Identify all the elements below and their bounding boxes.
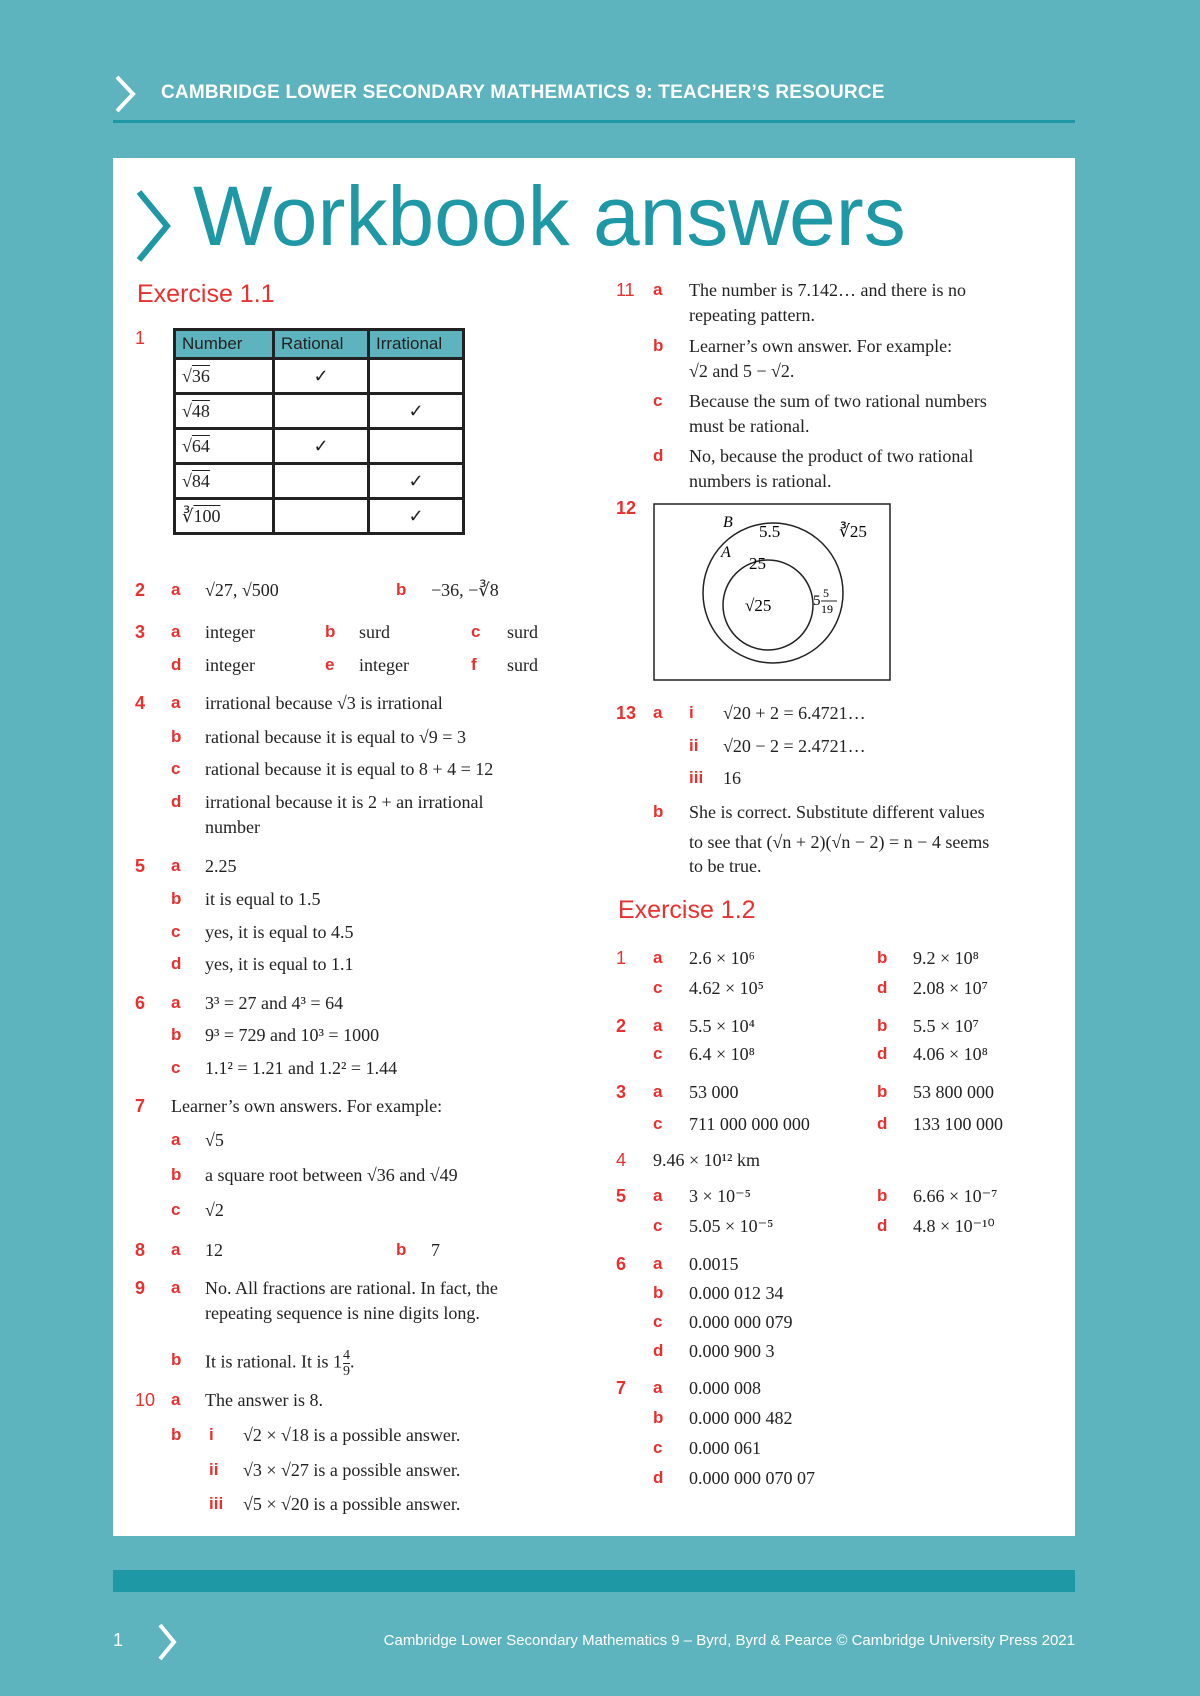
answer-text: √2 [205,1200,224,1220]
answer-text: integer [359,655,409,675]
part-label: a [653,948,663,967]
venn-value: 5.5 [759,522,781,541]
answer-text: 6.66 × 10⁻⁷ [913,1186,998,1206]
check-cell: ✓ [369,394,464,429]
answer-text: No. All fractions are rational. In fact, the [205,1278,498,1298]
answer-text: rational because it is equal to 8 + 4 = 12 [205,759,494,779]
subpart-label: i [689,703,694,722]
part-label: b [171,1425,182,1444]
answer-text: must be rational. [689,416,810,436]
question-number: 12 [616,498,637,518]
answer-text: 6.4 × 10⁸ [689,1044,755,1064]
question-number: 5 [616,1186,627,1206]
table-row [175,499,464,534]
answer-text: 711 000 000 000 [689,1114,810,1134]
part-label: b [325,622,336,641]
answer-text: yes, it is equal to 4.5 [205,922,354,942]
answer-text: repeating sequence is nine digits long. [205,1303,480,1323]
venn-value: ∛25 [839,522,867,541]
answer-text: yes, it is equal to 1.1 [205,954,354,974]
part-label: a [171,1278,181,1297]
part-label: a [171,580,181,599]
part-label: b [653,802,664,821]
answer-text: 3 × 10⁻⁵ [689,1186,751,1206]
answer-text: √20 − 2 = 2.4721… [723,736,866,756]
column-header: Rational [274,330,369,359]
page-number: 1 [113,1630,124,1650]
question-number: 7 [616,1378,627,1398]
answer-text: integer [205,622,255,642]
check-cell [369,429,464,464]
table-row [175,394,464,429]
answer-text: 4.8 × 10⁻¹⁰ [913,1216,995,1236]
subpart-label: iii [209,1494,224,1513]
answer-text: √20 + 2 = 6.4721… [723,703,866,723]
part-label: d [653,1341,664,1360]
venn-value: √25 [745,596,772,615]
answer-text: √27, √500 [205,580,279,600]
part-label: b [877,948,888,967]
footer-bar [113,1570,1075,1592]
answer-text: 12 [205,1240,223,1260]
answer-text: 2.25 [205,856,237,876]
answer-text: surd [507,655,538,675]
part-label: a [171,1130,181,1149]
answer-text: 5.5 × 10⁴ [689,1016,755,1036]
answer-text: to see that (√n + 2)(√n − 2) = n − 4 seems [689,832,990,852]
part-label: b [653,1408,664,1427]
answer-text: √2 and 5 − √2. [689,361,795,381]
part-label: b [171,1165,182,1184]
part-label: c [653,1216,663,1235]
part-label: b [653,336,664,355]
answer-text: 5.05 × 10⁻⁵ [689,1216,774,1236]
part-label: c [171,1200,181,1219]
part-label: b [396,580,407,599]
part-label: d [171,792,182,811]
part-label: b [171,727,182,746]
question-number: 11 [616,280,635,300]
check-cell [274,394,369,429]
answer-text: numbers is rational. [689,471,832,491]
venn-value: 25 [749,554,766,573]
question-number: 2 [616,1016,627,1036]
answer-text: It is rational. It is 1 $\frac{4}{9}$ . [205,1348,355,1379]
part-label: a [653,1082,663,1101]
answer-text: 3³ = 27 and 4³ = 64 [205,993,344,1013]
venn-value: 5 [813,593,821,609]
answer-text: 9.2 × 10⁸ [913,948,979,968]
answer-text: 53 800 000 [913,1082,994,1102]
answer-text: 9.46 × 10¹² km [653,1150,760,1170]
question-number: 4 [135,693,146,713]
answer-text: The number is 7.142… and there is no [689,280,966,300]
part-label: d [877,1216,888,1235]
check-cell [274,499,369,534]
answer-text: She is correct. Substitute different values [689,802,985,822]
subpart-label: iii [689,768,704,787]
content-panel [113,158,1075,1536]
part-label: a [653,1186,663,1205]
answer-text: √2 × √18 is a possible answer. [243,1425,461,1445]
question-number: 6 [135,993,146,1013]
venn-value: 5 [823,586,829,600]
check-cell: ✓ [369,464,464,499]
question-number: 13 [616,703,637,723]
answer-text: surd [507,622,538,642]
answer-text: No, because the product of two rational [689,446,974,466]
part-label: d [877,1114,888,1133]
part-label: b [877,1016,888,1035]
part-label: b [877,1082,888,1101]
answer-text: number [205,817,260,837]
part-label: a [171,1390,181,1409]
part-label: b [171,889,182,908]
subpart-label: ii [689,736,699,755]
answer-text: it is equal to 1.5 [205,889,321,909]
question-number: 10 [135,1390,156,1410]
part-label: a [171,856,181,875]
part-label: a [653,1016,663,1035]
answer-text: Because the sum of two rational numbers [689,391,987,411]
answer-text: 0.000 000 070 07 [689,1468,815,1488]
answer-text: −36, −∛8 [431,580,499,600]
question-number: 3 [135,622,146,642]
answer-text: 0.0015 [689,1254,739,1274]
part-label: a [653,1378,663,1397]
answer-text: repeating pattern. [689,305,815,325]
answer-text: 1.1² = 1.21 and 1.2² = 1.44 [205,1058,398,1078]
venn-diagram [653,503,893,683]
answer-text: √5 × √20 is a possible answer. [243,1494,461,1514]
table-cell: ∛100 [175,499,274,534]
part-label: b [877,1186,888,1205]
part-label: d [653,446,664,465]
part-label: c [653,1312,663,1331]
answer-text: 7 [431,1240,440,1260]
part-label: a [653,1254,663,1273]
running-header [113,72,1075,123]
check-cell: ✓ [274,429,369,464]
answer-text: 2.6 × 10⁶ [689,948,755,968]
question-number: 2 [135,580,146,600]
answer-text: to be true. [689,856,762,876]
answer-text: Learner’s own answer. For example: [689,336,953,356]
table-row [175,464,464,499]
column-header: Number [175,330,274,359]
part-label: b [653,1283,664,1302]
answer-text: 4.06 × 10⁸ [913,1044,988,1064]
chevron-right-icon [133,188,173,264]
part-label: d [171,655,182,674]
part-label: a [171,693,181,712]
answer-text: 0.000 012 34 [689,1283,784,1303]
question-number: 9 [135,1278,146,1298]
table-cell: √48 [175,394,274,429]
table-header-row [175,330,464,359]
check-cell [369,359,464,394]
rational-table [173,328,465,535]
part-label: c [653,1044,663,1063]
answer-text: irrational because it is 2 + an irrational [205,792,484,812]
label-b: B [723,514,733,531]
answer-text: 0.000 061 [689,1438,761,1458]
part-label: b [396,1240,407,1259]
check-cell: ✓ [274,359,369,394]
question-number: 1 [135,328,146,348]
answer-text: 0.000 900 3 [689,1341,775,1361]
part-label: c [171,922,181,941]
header-title: CAMBRIDGE LOWER SECONDARY MATHEMATICS 9: TEACHER’S RESOURCE [161,82,885,103]
column-header: Irrational [369,330,464,359]
part-label: d [877,1044,888,1063]
table-row [175,429,464,464]
part-label: c [653,978,663,997]
part-label: f [471,655,477,674]
part-label: d [171,954,182,973]
answer-text: a square root between √36 and √49 [205,1165,458,1185]
part-label: c [171,759,181,778]
part-label: c [653,1438,663,1457]
part-label: e [325,655,335,674]
exercise-1-1-title: Exercise 1.1 [137,280,275,308]
question-number: 6 [616,1254,627,1274]
answer-text: √3 × √27 is a possible answer. [243,1460,461,1480]
part-label: b [171,1025,182,1044]
answer-text: rational because it is equal to √9 = 3 [205,727,466,747]
part-label: a [653,280,663,299]
answer-text: The answer is 8. [205,1390,323,1410]
check-cell [274,464,369,499]
answer-text: irrational because √3 is irrational [205,693,443,713]
answer-text: surd [359,622,390,642]
answer-text: 16 [723,768,741,788]
table-cell: √64 [175,429,274,464]
question-number: 7 [135,1096,146,1116]
table-row [175,359,464,394]
part-label: c [171,1058,181,1077]
question-number: 1 [616,948,627,968]
part-label: c [653,1114,663,1133]
page-title: Workbook answers [193,169,906,263]
question-number: 5 [135,856,146,876]
part-label: a [171,993,181,1012]
answer-text: 133 100 000 [913,1114,1003,1134]
answer-text: 0.000 008 [689,1378,761,1398]
chevron-right-icon [113,74,137,114]
question-number: 8 [135,1240,146,1260]
answer-text: 53 000 [689,1082,739,1102]
exercise-1-2-title: Exercise 1.2 [618,896,756,924]
part-label: d [653,1468,664,1487]
label-a: A [721,544,731,561]
part-label: a [653,703,663,722]
next-page-chevron-icon[interactable] [156,1622,178,1662]
part-label: a [171,622,181,641]
answer-text: 5.5 × 10⁷ [913,1016,979,1036]
answer-text: √5 [205,1130,224,1150]
table-cell: √36 [175,359,274,394]
part-label: b [171,1350,182,1369]
subpart-label: i [209,1425,214,1444]
part-label: c [653,391,663,410]
table-cell: √84 [175,464,274,499]
answer-text: 9³ = 729 and 10³ = 1000 [205,1025,380,1045]
venn-value: 19 [821,602,833,616]
part-label: c [471,622,481,641]
question-number: 4 [616,1150,627,1170]
answer-text: 0.000 000 079 [689,1312,793,1332]
answer-text: 2.08 × 10⁷ [913,978,988,998]
answer-text: integer [205,655,255,675]
footer-copyright: Cambridge Lower Secondary Mathematics 9 – Byrd, Byrd & Pearce © Cambridge University Press 2021 [383,1632,1075,1649]
subpart-label: ii [209,1460,219,1479]
question-number: 3 [616,1082,627,1102]
part-label: d [877,978,888,997]
answer-text: 4.62 × 10⁵ [689,978,764,998]
answer-text: Learner’s own answers. For example: [171,1096,443,1116]
check-cell: ✓ [369,499,464,534]
answer-text: 0.000 000 482 [689,1408,793,1428]
part-label: a [171,1240,181,1259]
